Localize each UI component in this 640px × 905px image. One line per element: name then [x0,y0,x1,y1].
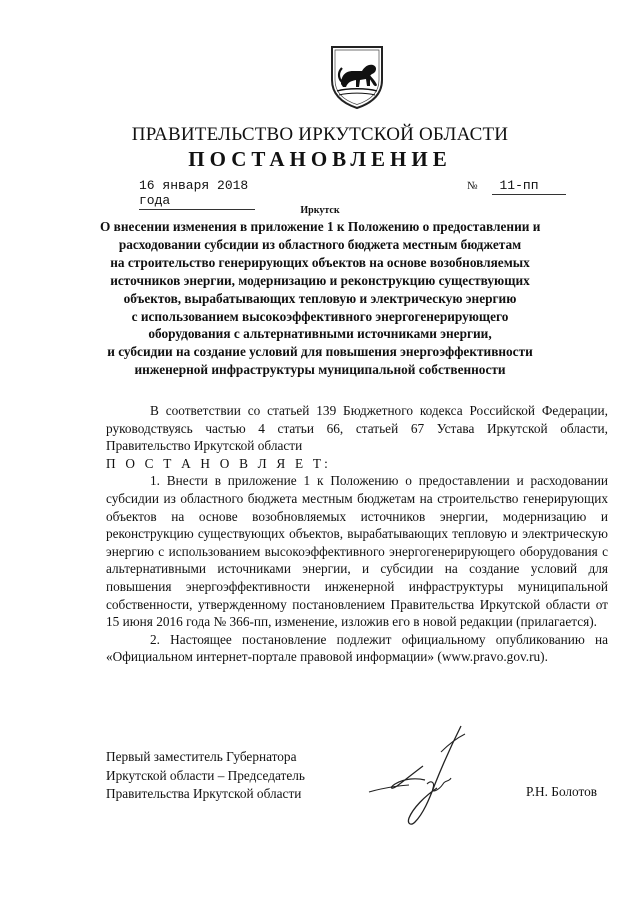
government-title: ПРАВИТЕЛЬСТВО ИРКУТСКОЙ ОБЛАСТИ [131,124,509,145]
heading-line: на строительство генерирующих объектов на основе возобновляемых [110,254,530,270]
heading-line: расходовании субсидии из областного бюджета местным бюджетам [118,236,522,252]
heading-line: инженерной инфраструктуры муниципальной собственности [134,362,506,378]
document-type: ПОСТАНОВЛЕНИЕ [188,147,452,171]
position-line: Правительства Иркутской области [106,786,302,801]
heading-line: источников энергии, модернизацию и реконструкцию существующих [110,272,530,288]
signer-name: Р.Н. Болотов [526,784,598,799]
handwritten-signature [365,722,485,832]
signatory-position [106,748,356,804]
heading-line: О внесении изменения в приложение 1 к Положению о предоставлении и [100,219,541,234]
heading-line: оборудования с альтернативными источниками энергии, [148,326,492,342]
position-line: Первый заместитель Губернатора [106,749,297,764]
heading-line: с использованием высокоэффективного энергогенерирующего [131,308,509,324]
heading-line: и субсидии на создание условий для повышения энергоэффективности [107,344,533,360]
document-number-field [467,178,567,195]
item-1-paragraph: 1. Внести в приложение 1 к Положению о предоставлении и расходовании субсидии из областного бюджета местным бюджетам на строительство генерирующих объектов на основе возобновляемых источников энергии, модернизацию и реконструкцию существующих объектов, вырабатывающих тепловую и электрическую энергию с использованием высокоэффективного энергогенерирующего оборудования с альтернативными источниками энергии, и субсидии на создание условий для повышения энергоэффективности инженерной инфраструктуры муниципальной собственности, утвержденному постановлением Правительства Иркутской области от 15 июня 2016 года № 366-пп, изменение, изложив его в новой редакции (прилагается). [106,473,608,630]
coat-of-arms-icon [329,44,385,110]
city-label: Иркутск [300,205,340,216]
document-number: 11-пп [492,178,566,195]
intro-paragraph: В соответствии со статьей 139 Бюджетного кодекса Российской Федерации, руководствуясь частью 4 статьи 66, статьей 67 Устава Иркутской области, Правительство Иркутской области [106,403,608,454]
number-sign: № [467,180,478,192]
heading-line: объектов, вырабатывающих тепловую и электрическую энергию [123,290,517,306]
resolution-keyword: П О С Т А Н О В Л Я Е Т: [106,455,332,471]
position-line: Иркутской области – Председатель [106,767,305,783]
item-2-paragraph: 2. Настоящее постановление подлежит официальному опубликованию на «Официальном интернет-портале правовой информации» (www.pravo.gov.ru). [106,631,608,665]
document-body [106,402,608,666]
document-heading [100,218,540,379]
document-date: 16 января 2018 года [139,178,255,210]
